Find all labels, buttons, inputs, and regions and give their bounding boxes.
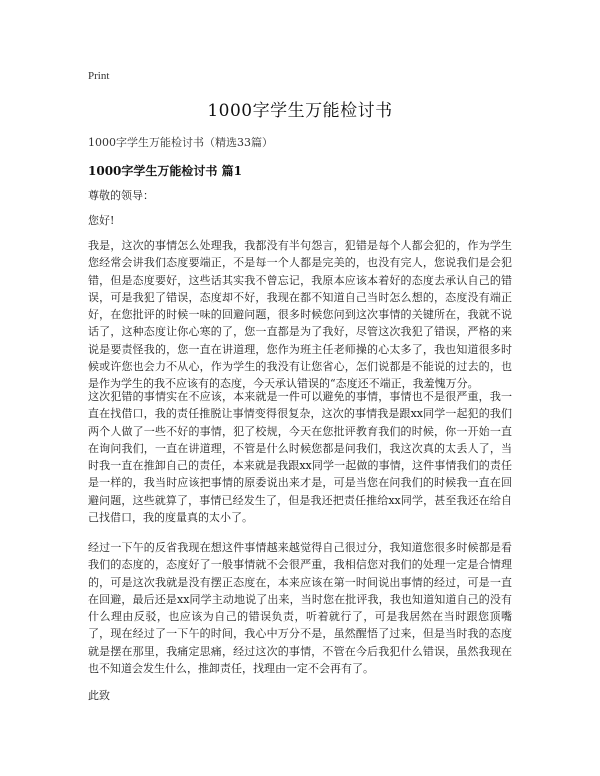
closing: 此致 [88,689,110,702]
print-label: Print [88,70,110,82]
greeting: 您好! [88,214,115,227]
document-title: 1000字学生万能检讨书 [207,101,393,121]
body-paragraph-1: 我是，这次的事情怎么处理我，我都没有半句怨言，犯错是每个人都会犯的，作为学生您经常会讲我们态度要端正，不是每一个人都是完美的，也没有完人，您说我们是会犯错，但是态度要好，这些话其实我不曾忘记，我原本应该本着好的态度去承认自己的错误，可是我犯了错误，态度却不好，我现在都不知道自己当时怎么想的，态度没有端正好，在您批评的时候一味的回避问题，很多时候您问到这次事情的关键所在，我就不说话了，这种态度让你心寒的了，您一直都是为了我好，尽管这次我犯了错误，严格的来说是要责怪我的，您一直在讲道理，您作为班主任老师操的心太多了，我也知道很多时候或许您也会力不从心，作为学生的我没有让您省心，怎们说都是不能说的过去的，也是作为学生的我不应该有的态度，今天承认错误的“态度还不端正，我羞愧万分。 [88,239,512,391]
body-paragraph-2: 这次犯错的事情实在不应该，本来就是一件可以避免的事情，事情也不是很严重，我一直在找借口，我的责任推脱让事情变得很复杂，这次的事情我是跟xx同学一起犯的我们两个人做了一些不好的事情，犯了校规，今天在您批评教育我们的时候，你一开始一直在询问我们，一直在讲道理，不管是什么时候您都是问我们，我这次真的太丢人了，当时我一直在推卸自己的责任，本来就是我跟xx同学一起做的事情，这件事情我们的责任是一样的，我当时应该把事情的原委说出来才是，可是当您在问我们的时候我一直在回避问题，这些就算了，事情已经发生了，但是我还把责任推给xx同学，甚至我还在给自己找借口，我的度量真的太小了。 [88,390,512,525]
body-paragraph-3: 经过一下午的反省我现在想这件事情越来越觉得自己很过分，我知道您很多时候都是看我们的态度的，态度好了一般事情就不会很严重，我相信您对我们的处理一定是合情理的，可是这次我就是没有摆正态度在，本来应该在第一时间说出事情的经过，可是一直在回避，最后还是xx同学主动地说了出来，当时您在批评我，我也知道知道自己的没有什么理由反驳，也应该为自己的错误负责，听着就行了，可是我居然在当时跟您顶嘴了，现在经过了一下午的时间，我心中万分不是，虽然醒悟了过来，但是当时我的态度就是摆在那里，我痛定思痛，经过这次的事情，不管在今后我犯什么错误，虽然我现在也不知道会发生什么，推卸责任，找理由一定不会再有了。 [88,541,512,676]
section-heading: 1000字学生万能检讨书 篇1 [88,164,242,178]
salutation: 尊敬的领导： [88,189,154,202]
document-subtitle: 1000字学生万能检讨书（精选33篇） [88,136,273,149]
